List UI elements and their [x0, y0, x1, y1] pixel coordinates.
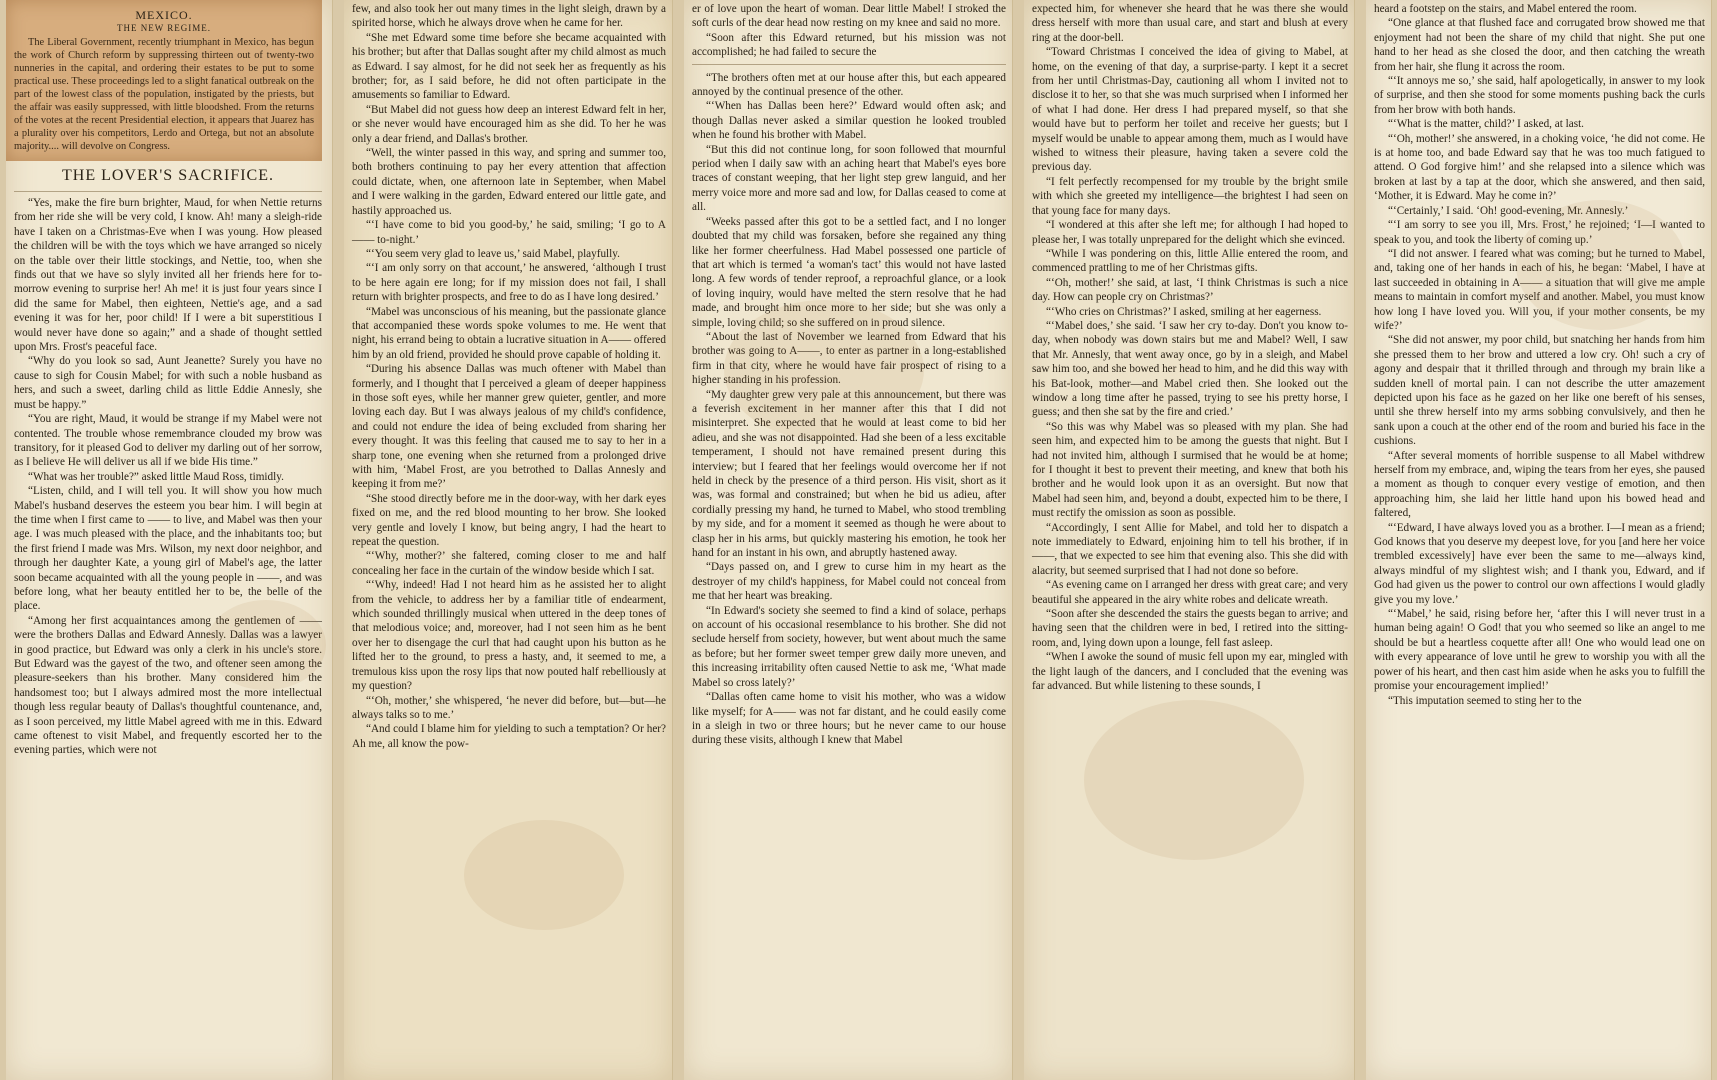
- paragraph: “‘Oh, mother,’ she whispered, ‘he never did before, but—but—he always talks so to me.’: [352, 694, 666, 721]
- paragraph: “‘Who cries on Christmas?’ I asked, smiling at her eagerness.: [1046, 305, 1322, 318]
- paragraph: “Among her first acquaintances among the gentlemen of —— were the brothers Dallas and Edward Annesly. Dallas was a lawyer in good practice, but Edward was only a clerk in his uncle's store. But Edward was the gayest of the two, and oftener seen among the pleasure-seekers than his brother. Many considered him the handsomest too; but I always admired most the more intellectual though less regular beauty of Dallas's thoughtful countenance, and, as I soon perceived, my little Mabel agreed with me in this. Edward came oftenest to visit Mabel, and frequently escorted her to the evening parties, which were not: [14, 614, 322, 757]
- mexico-subtitle: THE NEW REGIME.: [116, 23, 212, 33]
- paragraph: “‘Mabel,’ he said, rising before her, ‘after this I will never trust in a human being again! O God! that you who seemed so like an angel to me should be but a heartless coquette after all! One who would lead one on with every appearance of love until he grew to worship you with all the power of his heart, and then cast him aside when he asks you to fulfill the promise your encouragement implied!’: [1374, 608, 1705, 693]
- paragraph: “This imputation seemed to sting her to the: [1388, 694, 1582, 707]
- paragraph: “What was her trouble?” asked little Maud Ross, timidly.: [28, 470, 284, 483]
- paragraph: “I felt perfectly recompensed for my trouble by the bright smile with which she greeted my intelligence—the brightest I had seen on that young face for many days.: [1032, 175, 1348, 217]
- paragraph: “She stood directly before me in the door-way, with her dark eyes fixed on me, and the red blood mounting to her brow. She looked very gentle and lovely I know, but being angry, I had the heart to repeat the question.: [352, 492, 666, 549]
- mexico-title: MEXICO.: [135, 8, 193, 22]
- column-2: [344, 0, 673, 1080]
- paragraph: “After several moments of horrible suspense to all Mabel withdrew herself from my embrace, and, wiping the tears from her eyes, she paused a moment as though to conquer every vestige of emotion, and then approaching him, she laid her little hand upon his bowed head and faltered,: [1374, 449, 1705, 520]
- paragraph: “So this was why Mabel was so pleased with my plan. She had seen him, and expected him to be among the guests that night. But I had not invited him, although I surmised that he would be at home; for I thought it best to prevent their meeting, and knew that both his brother and he would look upon it as an oversight. But now that Mabel had seen him, and, beyond a doubt, expected him to be there, I must rectify the omission as soon as possible.: [1032, 420, 1348, 520]
- paragraph: “‘Oh, mother!’ she answered, in a choking voice, ‘he did not come. He is at home too, and bade Edward say that he was too much fatigued to attend. O God forgive him!’ and she relapsed into a silence which was broken at last by a tap at the door, which she answered, and then said, ‘Mother, it is Edward. May he come in?’: [1374, 132, 1705, 203]
- paragraph: “In Edward's society she seemed to find a kind of solace, perhaps on account of his occasional resemblance to his brother. She did not seclude herself from society, however, but went about much the same as before; but her former sweet temper grew daily more uneven, and this increasing irritability often caused Nettie to ask me, ‘What made Mabel so cross lately?’: [692, 604, 1006, 689]
- column-5: [1366, 0, 1712, 1080]
- paragraph: “She met Edward some time before she became acquainted with his brother; but after that Dallas sought after my child almost as much as Edward. I say almost, for he did not seek her as frequently as his brother; for, as I said before, he did not often participate in the amusements so familiar to Edward.: [352, 31, 666, 102]
- paragraph: “‘You seem very glad to leave us,’ said Mabel, playfully.: [366, 247, 620, 260]
- paragraph: “Listen, child, and I will tell you. It will show you how much Mabel's husband deserves the esteem you bear him. I will begin at the time when I first came to —— to live, and Mabel was then your age. I was much pleased with the place, and the inhabitants too; but the first friend I made was Mrs. Wilson, my next door neighbor, and through her daughter Kate, a young girl of Mabel's age, the latter soon became acquainted with all the young people in ——, and was before long, what her beauty entitled her to be, the belle of the place.: [14, 485, 322, 613]
- paragraph: few, and also took her out many times in the light sleigh, drawn by a spirited horse, which he always drove when he came for her.: [352, 3, 666, 30]
- paragraph: “‘Why, mother?’ she faltered, coming closer to me and half concealing her face in the curtain of the window beside which I sat.: [352, 550, 666, 577]
- paragraph: “‘Mabel does,’ she said. ‘I saw her cry to-day. Don't you know to-day, when nobody was down stairs but me and Mabel? Well, I saw that Mr. Annesly, that went away once, go by in a sleigh, and Mabel saw him too, and she bowed her head to him, and he did this way with his Bat-look, mother—and Mabel cried then. She looked out the window a long time after he passed, trying to see his pretty horse, I guess; and then she sat by the fire and cried.’: [1032, 319, 1348, 419]
- paragraph: “As evening came on I arranged her dress with great care; and very beautiful she appeared in the airy white robes and delicate wreath.: [1032, 579, 1348, 606]
- paragraph: “Accordingly, I sent Allie for Mabel, and told her to dispatch a note immediately to Edward, enjoining him to tell his brother, if in ——, that we expected to see him that evening also. This she did with alacrity, but seemed surprised that I had not done so before.: [1032, 521, 1348, 577]
- paragraph: “Toward Christmas I conceived the idea of giving to Mabel, at home, on the evening of that day, a surprise-party. I kept it a secret from her until Christmas-Day, cautioning all whom I invited not to disclose it to her, so that she was much surprised when I informed her of what I had done. Her dress I had prepared myself, so that she would have but to perform her toilet and receive her guests; but I myself would be unable to appear among them, much as I would have wished to witness their pleasure, having taken a severe cold the previous day.: [1032, 46, 1348, 174]
- paragraph: “When I awoke the sound of music fell upon my ear, mingled with the light laugh of the dancers, and I concluded that the evening was far advanced. But while listening to these sounds, I: [1032, 651, 1348, 693]
- paragraph: “‘I have come to bid you good-by,’ he said, smiling; ‘I go to A—— to-night.’: [352, 219, 666, 246]
- paragraph: “‘I am only sorry on that account,’ he answered, ‘although I trust to be here again ere long; for if my mission does not fail, I shall return with brighter prospects, and free to do as I have long desired.’: [352, 262, 666, 304]
- paragraph: “‘Oh, mother!’ she said, at last, ‘I think Christmas is such a nice day. How can people cry on Christmas?’: [1032, 276, 1348, 304]
- paragraph: “‘Edward, I have always loved you as a brother. I—I mean as a friend; God knows that you deserve my deepest love, for you [and here her voice trembled excessively] have ever been the same to me—always kind, always mindful of my slightest wish; and I thank you, Edward, and if God had given us the power to control our own affections I would gladly give you my love.’: [1374, 521, 1705, 606]
- paragraph: “You are right, Maud, it would be strange if my Mabel were not contented. The trouble whose remembrance clouded my brow was transitory, for it pleased God to deliver my darling out of her sorrow, as I believe He will deliver us all if we bide His time.”: [14, 413, 322, 469]
- column-3: [684, 0, 1013, 1080]
- mexico-clipping: [6, 0, 322, 161]
- paragraph: “I wondered at this after she left me; for although I had hoped to please her, I was totally unprepared for the delight which she evinced.: [1032, 219, 1348, 246]
- paragraph: “I did not answer. I feared what was coming; but he turned to Mabel, and, taking one of her hands in each of his, he began: ‘Mabel, I have at last succeeded in obtaining in A—— a situation that will give me ample means to maintain in comfort myself and another. Mabel, you must know how long I have loved you. Will you, if your mother consents, be my wife?’: [1374, 247, 1705, 332]
- paragraph: “Days passed on, and I grew to curse him in my heart as the destroyer of my child's happiness, for Mabel could not conceal from me that her heart was breaking.: [692, 561, 1006, 603]
- paragraph: expected him, for whenever she heard that he was there she would dress herself with more than usual care, and start and blush at every ring at the door-bell.: [1032, 3, 1348, 44]
- paragraph: “‘It annoys me so,’ she said, half apologetically, in answer to my look of surprise, and then she stood for some moments pushing back the curls from her brow with both hands.: [1374, 75, 1705, 116]
- paragraph: heard a footstep on the stairs, and Mabel entered the room.: [1374, 3, 1637, 15]
- paragraph: “‘What is the matter, child?’ I asked, at last.: [1388, 118, 1584, 131]
- paragraph: “Well, the winter passed in this way, and spring and summer too, both brothers continuing to pay her every attention that affection could dictate, when, one afternoon late in September, when Mabel and I were walking in the garden, Edward entered our little gate, and hastily approached us.: [352, 147, 666, 217]
- paragraph: “While I was pondering on this, little Allie entered the room, and commenced prattling to me of her Christmas gifts.: [1032, 247, 1348, 275]
- paragraph: “Yes, make the fire burn brighter, Maud, for when Nettie returns from her ride she will be very cold, I know. Ah! many a sleigh-ride have I taken on a Christmas-Eve when I was young. How pleased the children will be with the toys which we have arranged so nicely on the table over their little stockings, and Nettie, too, when she finds out that we have so slyly invited all her friends here for to-morrow evening to surprise her! Ah me! it is just four years since I did the same for Mabel, then eighteen, Nettie's age, and a sad evening it was for her, poor child! If I were a bit superstitious I would never have done so again;” and a shade of thought settled upon Mrs. Frost's peaceful face.: [14, 197, 322, 354]
- paragraph: “The brothers often met at our house after this, but each appeared annoyed by the continual presence of the other.: [692, 71, 1006, 99]
- story-title: THE LOVER'S SACRIFICE.: [61, 167, 274, 184]
- paragraph: “Soon after this Edward returned, but his mission was not accomplished; he had failed to secure the: [692, 31, 1006, 59]
- paragraph: “Why do you look so sad, Aunt Jeanette? Surely you have no cause to sigh for Cousin Mabel; for with such a noble husband as hers, and such a sweet, darling child as little Eddie Annesly, she must be happy.”: [14, 355, 322, 411]
- paragraph: “About the last of November we learned from Edward that his brother was going to A——, to enter as partner in a long-established firm in that city, where he would have fair prospect of rising to a higher standing in his profession.: [692, 330, 1006, 387]
- paragraph: “‘I am sorry to see you ill, Mrs. Frost,’ he rejoined; ‘I—I wanted to speak to you, and took the liberty of coming up.’: [1374, 219, 1705, 246]
- paragraph: “But this did not continue long, for soon followed that mournful period when I daily saw with an aching heart that Mabel's eyes bore traces of constant weeping, that her light step grew languid, and her merry voice more and more sad and low, for Dallas ceased to come at all.: [692, 143, 1006, 214]
- column-1: [6, 0, 333, 1080]
- paragraph: “She did not answer, my poor child, but snatching her hands from him she pressed them to her brow and uttered a low cry. Oh! such a cry of agony and despair that it thrilled through and through my brain like a sudden knell of mortal pain. I can not describe the utter amazement depicted upon his face as he gazed on her like one bereft of his senses, until she threw herself into my arms sobbing convulsively, and then he sank upon a couch at the other end of the room and buried his face in the cushions.: [1374, 334, 1705, 448]
- clipping-seam: [692, 64, 1006, 65]
- paragraph: “During his absence Dallas was much oftener with Mabel than formerly, and I thought that I perceived a gleam of deeper happiness in those soft eyes, while her manner grew quieter, gentler, and more loving each day. But I was always jealous of my child's confidence, and could not endure the idea of being excluded from sharing her every thought. It was this feeling that caused me to say to her in a sharp tone, one evening when she returned from a prolonged drive with him, ‘Mabel Frost, are you betrothed to Dallas Annesly and keeping it from me?’: [352, 363, 666, 491]
- paragraph: “‘When has Dallas been here?’ Edward would often ask; and though Dallas never asked a similar question he looked troubled when he found his brother with Mabel.: [692, 100, 1006, 142]
- paragraph: “My daughter grew very pale at this announcement, but there was a feverish excitement in her manner after this that I did not misinterpret. She expected that he would at least come to bid her adieu, and she was not disappointed. Had she been of a less excitable temperament, I should not have remained present during this interview; but I feared that her feelings would overcome her if not held in check by the presence of a third person. His visit, short as it was, was formal and constrained; but when he bid us adieu, after cordially pressing my hand, he turned to Mabel, who stood trembling by my side, and for a moment it seemed as though he were about to clasp her in his arms, but quickly mastering his emotion, he took her hand for an instant in his own, and abruptly hastened away.: [692, 388, 1006, 560]
- paragraph: “Weeks passed after this got to be a settled fact, and I no longer doubted that my child was forsaken, before she regained any thing like her former cheerfulness. Had Mabel possessed one particle of that art which is termed ‘a woman's tact’ this would not have lasted long. A few words of tender reproof, a reproachful glance, or a look of loving inquiry, would have melted the stern resolve that he had made, and brought him once more to her side; but she was only a simple, loving child; so she suffered on in proud silence.: [692, 215, 1006, 329]
- paragraph: “‘Why, indeed! Had I not heard him as he assisted her to alight from the vehicle, to address her by a familiar title of endearment, which sounded thrillingly musical when uttered in the deep tones of that melodious voice; and, moreover, had I not seen him as he bent over her to disengage the curl that had caught upon his button as he lifted her to the ground, to press a hasty, and, it seemed to me, a tremulous kiss upon the rosy lips that now pouted half rebelliously at my question?: [352, 579, 666, 693]
- mexico-text: The Liberal Government, recently triumphant in Mexico, has begun the work of Church reform by suppressing thirteen out of twenty-two nunneries in the capital, and ordering their estates to be put to some practical use. These proceedings led to a slight fanatical outbreak on the part of the lowest class of the population, instigated by the priests, but the affair was easily suppressed, with little bloodshed. From the returns of the votes at the recent Presidential election, it appears that Juarez has a plurality over his competitors, Lerdo and Ortega, but not an absolute majority.... will devolve on Congress.: [14, 37, 314, 152]
- paragraph: er of love upon the heart of woman. Dear little Mabel! I stroked the soft curls of the dear head now resting on my knee and said no more.: [692, 3, 1006, 30]
- paragraph: “But Mabel did not guess how deep an interest Edward felt in her, or she never would have encouraged him as she did. To her he was only a dear friend, and Dallas's brother.: [352, 103, 666, 145]
- paragraph: “‘Certainly,’ I said. ‘Oh! good-evening, Mr. Annesly.’: [1388, 204, 1629, 217]
- column-4: [1024, 0, 1355, 1080]
- paragraph: “Mabel was unconscious of his meaning, but the passionate glance that accompanied these words spoke volumes to me. He went that night, his errand being to obtain a lucrative situation in A—— offered him by an old friend, provided he should prove capable of holding it.: [352, 305, 666, 361]
- paragraph: “One glance at that flushed face and corrugated brow showed me that enjoyment had not been the share of my child that night. She put one hand to her head as she closed the door, and then catching the wreath from her hair, she flung it across the room.: [1374, 17, 1705, 73]
- paragraph: “Dallas often came home to visit his mother, who was a widow like myself; for A—— was not far distant, and he could easily come in a sleigh in two or three hours; but he never came to our house during these visits, although I knew that Mabel: [692, 691, 1006, 747]
- paragraph: “And could I blame him for yielding to such a temptation? Or her? Ah me, all know the pow-: [352, 723, 666, 750]
- paragraph: “Soon after she descended the stairs the guests began to arrive; and having seen that the children were in bed, I retired into the sitting-room, and, lying down upon a lounge, fell fast asleep.: [1032, 608, 1348, 649]
- title-rule: [14, 191, 322, 192]
